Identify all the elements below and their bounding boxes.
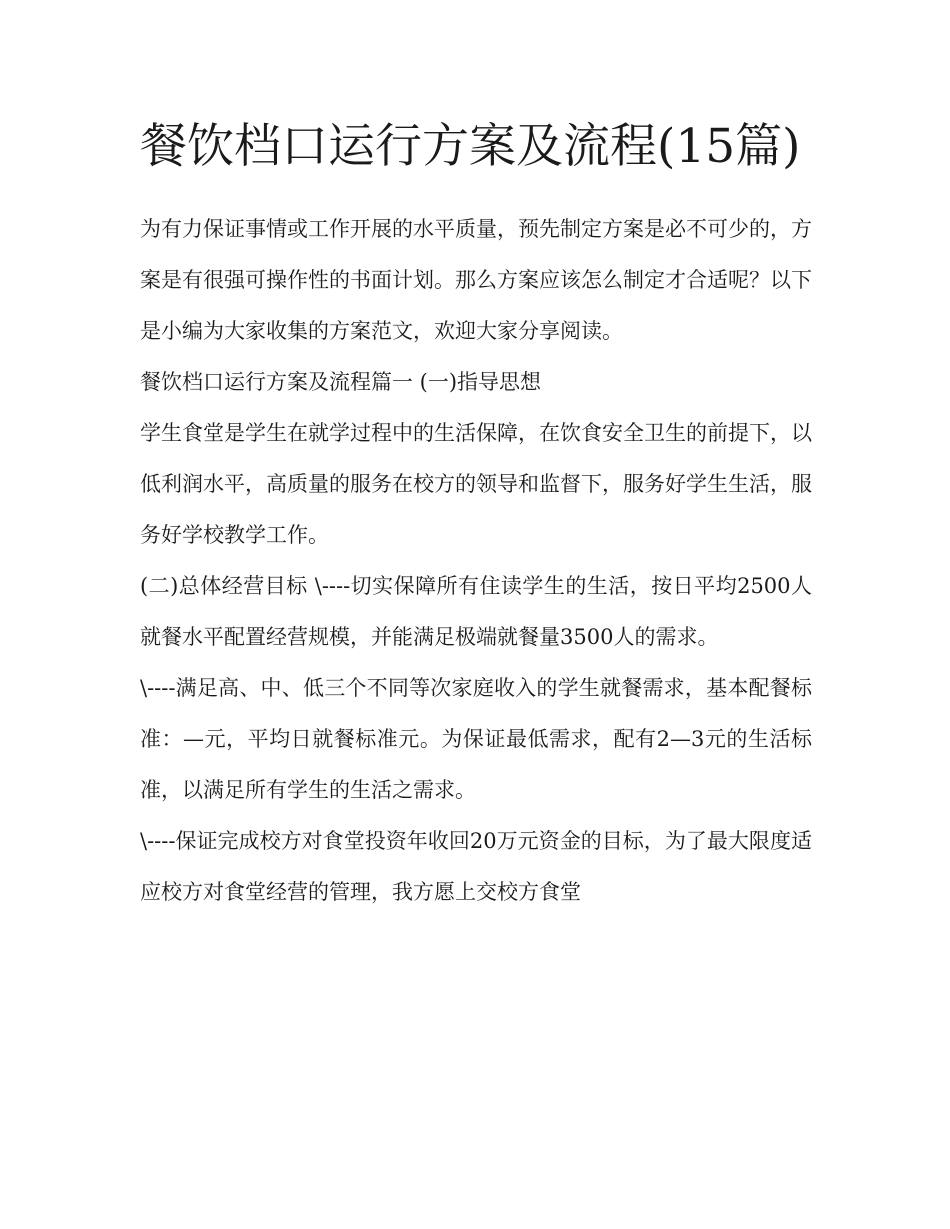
- document-title: 餐饮档口运行方案及流程(15篇): [140, 119, 801, 174]
- paragraph-investment-goal: \----保证完成校方对食堂投资年收回20万元资金的目标，为了最大限度适应校方对食堂经营的管理，我方愿上交校方食堂: [140, 829, 812, 904]
- paragraph-intro: 为有力保证事情或工作开展的水平质量，预先制定方案是必不可少的，方案是有很强可操作性的书面计划。那么方案应该怎么制定才合适呢？以下是小编为大家收集的方案范文，欢迎大家分享阅读。: [140, 217, 812, 343]
- document-page: [140, 112, 812, 918]
- paragraph-meal-standard: \----满足高、中、低三个不同等次家庭收入的学生就餐需求，基本配餐标准：—元，平均日就餐标准元。为保证最低需求，配有2—3元的生活标准，以满足所有学生的生活之需求。: [140, 676, 812, 802]
- paragraph-guiding-idea: 学生食堂是学生在就学过程中的生活保障，在饮食安全卫生的前提下，以低利润水平，高质量的服务在校方的领导和监督下，服务好学生生活，服务好学校教学工作。: [140, 421, 812, 547]
- paragraph-overall-goal: (二)总体经营目标 \----切实保障所有住读学生的生活，按日平均2500人就餐水平配置经营规模，并能满足极端就餐量3500人的需求。: [140, 574, 812, 649]
- paragraph-section-heading: 餐饮档口运行方案及流程篇一 (一)指导思想: [140, 370, 542, 394]
